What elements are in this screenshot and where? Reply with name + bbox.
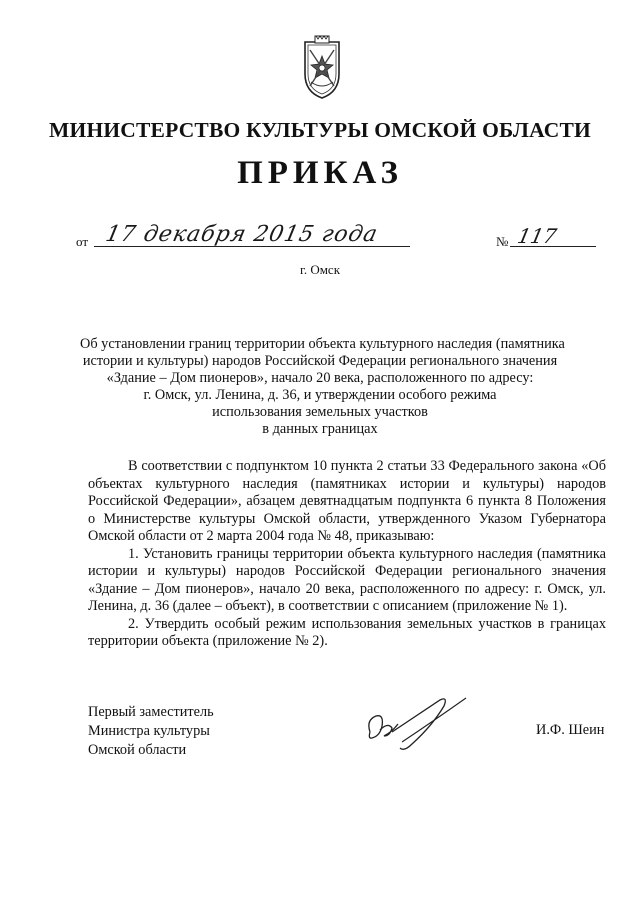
handwritten-signature xyxy=(362,692,472,762)
date-prefix: от xyxy=(76,234,89,249)
order-item-2: 2. Утвердить особый режим использования земельных участков в границах территории объекта (приложение № 2). xyxy=(88,615,606,649)
city-label: г. Омск xyxy=(299,262,341,277)
subject-line: «Здание – Дом пионеров», начало 20 века, расположенного по адресу: xyxy=(106,370,534,386)
coat-of-arms-icon xyxy=(301,34,343,100)
preamble-paragraph: В соответствии с подпунктом 10 пункта 2 статьи 33 Федерального закона «Об объектах культурного наследия (памятниках истории и культуры) народов Российской Федерации», абзацем девятнадцатым подпункта 6 пункта 8 Положения о Министерстве культуры Омской области, утвержденного Указом Губернатора Омской области от 2 марта 2004 года № 48, приказываю: xyxy=(88,458,606,544)
signer-position-line: Первый заместитель xyxy=(88,704,214,720)
signer-name: И.Ф. Шеин xyxy=(536,722,605,738)
subject-line: истории и культуры) народов Российской Федерации регионального значения xyxy=(82,353,558,369)
subject-line: использования земельных участков xyxy=(212,404,428,420)
order-body xyxy=(88,458,606,651)
handwritten-date: 17 декабря 2015 года xyxy=(103,222,381,247)
subject-line: Об установлении границ территории объекта культурного наследия (памятника xyxy=(80,336,565,352)
signer-position-line: Министра культуры xyxy=(88,723,210,739)
order-subject xyxy=(80,336,565,438)
subject-line: г. Омск, ул. Ленина, д. 36, и утверждении особого режима xyxy=(143,387,497,403)
subject-line: в данных границах xyxy=(262,421,378,437)
order-item-1: 1. Установить границы территории объекта культурного наследия (памятника истории и культуры) народов Российской Федерации регионального значения «Здание – Дом пионеров», начало 20 века, расположенного по адресу: г. Омск, ул. Ленина, д. 36 (далее – объект), в соответствии с описанием (приложение № 1). xyxy=(88,545,606,614)
signer-position xyxy=(88,703,214,760)
ministry-name: МИНИСТЕРСТВО КУЛЬТУРЫ ОМСКОЙ ОБЛАСТИ xyxy=(49,118,591,142)
date-number-row xyxy=(76,222,596,252)
document-type-title: ПРИКАЗ xyxy=(237,155,403,191)
signer-position-line: Омской области xyxy=(88,742,187,758)
number-label: № xyxy=(496,234,509,249)
handwritten-number: 117 xyxy=(515,224,559,248)
